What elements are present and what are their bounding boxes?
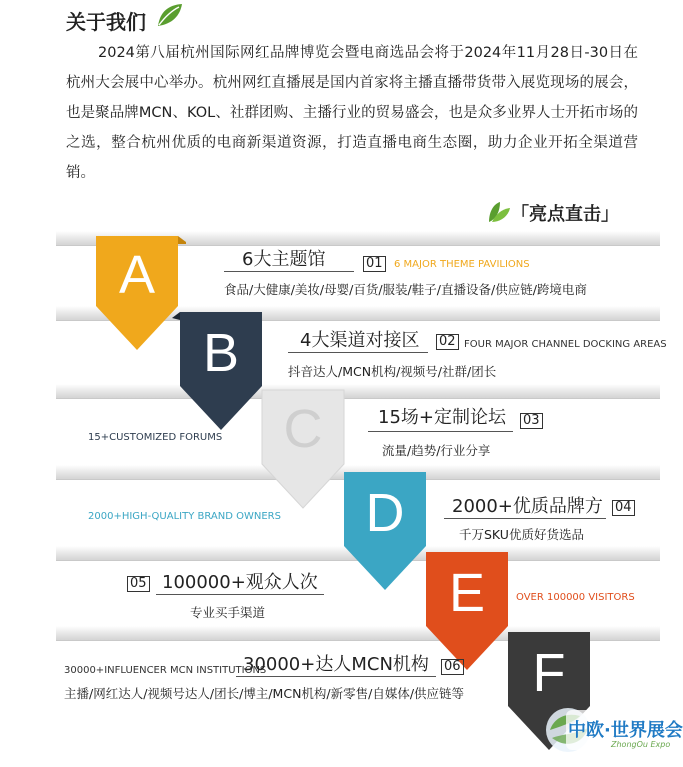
item-desc-a: 食品/大健康/美妆/母婴/百货/服装/鞋子/直播设备/供应链/跨境电商 bbox=[224, 282, 587, 297]
letter-f: F bbox=[532, 643, 566, 703]
item-desc-e: 专业买手渠道 bbox=[190, 605, 266, 620]
logo-text: 中欧·世界展会 bbox=[568, 720, 683, 741]
item-number-e: 05 bbox=[127, 576, 150, 592]
item-number-d: 04 bbox=[612, 500, 635, 516]
item-underline bbox=[288, 352, 428, 353]
item-desc-f: 主播/网红达人/视频号达人/团长/博主/MCN机构/新零售/自媒体/供应链等 bbox=[64, 686, 465, 701]
item-english-b: FOUR MAJOR CHANNEL DOCKING AREAS bbox=[464, 339, 667, 350]
letter-e: E bbox=[448, 563, 486, 623]
item-number-a: 01 bbox=[363, 256, 386, 272]
item-underline bbox=[444, 518, 606, 519]
item-title-d: 2000+优质品牌方 bbox=[452, 496, 603, 517]
item-number-b: 02 bbox=[436, 334, 459, 350]
letter-b: B bbox=[202, 323, 240, 383]
item-title-f: 30000+达人MCN机构 bbox=[243, 654, 429, 675]
item-desc-c: 流量/趋势/行业分享 bbox=[382, 443, 491, 458]
item-english-a: 6 MAJOR THEME PAVILIONS bbox=[394, 259, 530, 270]
item-desc-b: 抖音达人/MCN机构/视频号/社群/团长 bbox=[288, 364, 497, 379]
item-underline bbox=[236, 676, 436, 677]
item-title-e: 100000+观众人次 bbox=[162, 572, 318, 593]
item-number-c: 03 bbox=[520, 413, 543, 429]
item-number-f: 06 bbox=[441, 659, 464, 675]
letter-a: A bbox=[118, 245, 156, 305]
logo-subtext: ZhongOu Expo bbox=[611, 740, 671, 749]
highlights-heading: 「亮点直击」 bbox=[511, 204, 619, 225]
item-english-f: 30000+INFLUENCER MCN INSTITUTIONS bbox=[64, 665, 267, 676]
item-english-d: 2000+HIGH-QUALITY BRAND OWNERS bbox=[88, 511, 281, 522]
item-underline bbox=[224, 271, 354, 272]
item-underline bbox=[368, 431, 513, 432]
item-underline bbox=[156, 594, 324, 595]
item-desc-d: 千万SKU优质好货选品 bbox=[459, 527, 584, 542]
leaf-icon bbox=[486, 200, 512, 224]
item-english-c: 15+CUSTOMIZED FORUMS bbox=[88, 432, 223, 443]
item-title-a: 6大主题馆 bbox=[242, 249, 326, 270]
item-english-e: OVER 100000 VISITORS bbox=[516, 592, 635, 603]
leaf-icon bbox=[154, 2, 184, 28]
page-title: 关于我们 bbox=[66, 10, 146, 34]
divider-band bbox=[56, 384, 660, 399]
letter-c: C bbox=[283, 399, 323, 459]
item-title-b: 4大渠道对接区 bbox=[300, 330, 420, 351]
letter-d: D bbox=[365, 483, 405, 543]
intro-paragraph: 2024第八届杭州国际网红品牌博览会暨电商选品会将于2024年11月28日-30日在杭州大会展中心举办。杭州网红直播展是国内首家将主播直播带货带入展览现场的展会，也是聚品牌MCN、KOL、社群团购、主播行业的贸易盛会，也是众多业界人士开拓市场的之选，整合杭州优质的电商新渠道资源，打造直播电商生态圈，助力企业开拓全渠道营销。 bbox=[66, 45, 638, 181]
item-title-c: 15场+定制论坛 bbox=[378, 407, 506, 428]
